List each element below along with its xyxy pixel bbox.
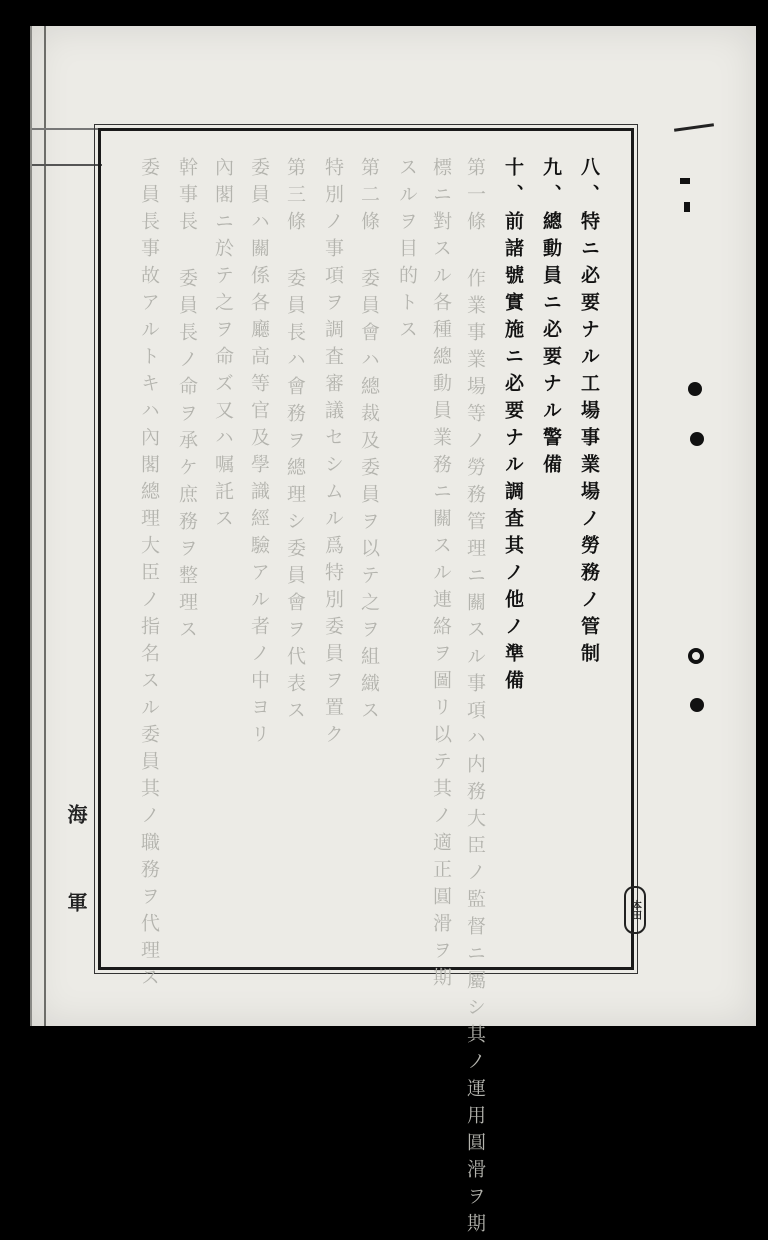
text-column: 特別ノ事項ヲ調査審議セシムル爲特別委員ヲ置ク: [322, 157, 344, 751]
pen-mark: [674, 123, 714, 132]
margin-label-bottom: 軍: [64, 892, 88, 912]
text-column: 內閣ニ於テ之ヲ命ズ又ハ嘱託ス: [212, 157, 234, 535]
text-column: 第三條 委員長ハ會務ヲ總理シ委員會ヲ代表ス: [284, 157, 306, 727]
text-column: 幹事長 委員長ノ命ヲ承ケ庶務ヲ整理ス: [176, 157, 198, 646]
text-column: 十、前諸號實施ニ必要ナル調査其ノ他ノ準備: [502, 157, 524, 697]
binding-mark: [32, 128, 102, 166]
ink-speck: [680, 178, 690, 184]
margin-label-top: 海: [64, 804, 88, 824]
text-column: 九、總動員ニ必要ナル警備: [540, 157, 562, 481]
punch-hole: [688, 382, 702, 396]
text-column: 標ニ對スル各種總動員業務ニ關スル連絡ヲ圖リ以テ其ノ適正圓滑ヲ期: [430, 157, 452, 994]
ink-speck: [684, 202, 690, 212]
text-frame: [98, 128, 634, 1240]
punch-hole: [688, 648, 704, 664]
text-column: 八、特ニ必要ナル工場事業場ノ勞務ノ管制: [578, 157, 600, 670]
seal-stamp: 本田: [624, 886, 646, 934]
punch-hole: [690, 432, 704, 446]
document-page: [30, 26, 756, 1240]
text-column: 委員長事故アルトキハ內閣總理大臣ノ指名スル委員其ノ職務ヲ代理ス: [138, 157, 160, 994]
binding-line: [44, 26, 46, 1026]
text-column: スルヲ目的トス: [396, 157, 418, 346]
text-column: 第一條 作業事業場等ノ勞務管理ニ關スル事項ハ内務大臣ノ監督ニ屬シ其ノ運用圓滑ヲ期: [464, 157, 486, 1240]
punch-hole: [690, 698, 704, 712]
text-column: 第二條 委員會ハ總裁及委員ヲ以テ之ヲ組織ス: [358, 157, 380, 727]
text-column: 委員ハ關係各廳高等官及學識經驗アル者ノ中ヨリ: [248, 157, 270, 751]
